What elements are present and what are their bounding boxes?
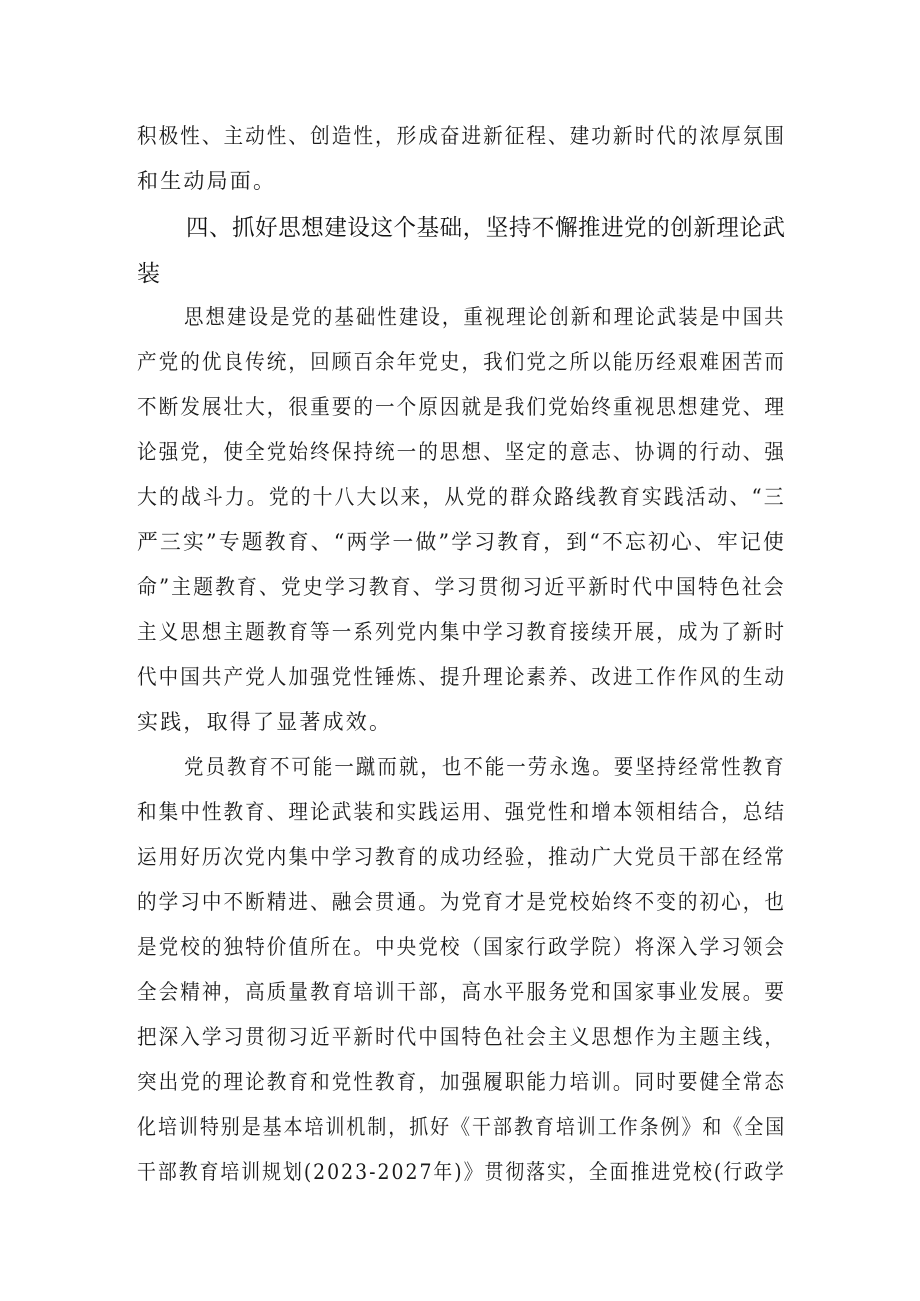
paragraph2-line: 干部教育培训规划(2023-2027年)》贯彻落实，全面推进党校(行政学 — [137, 1160, 786, 1184]
paragraph1-line: 命”主题教育、党史学习教育、学习贯彻习近平新时代中国特色社会 — [137, 575, 786, 599]
paragraph2-line: 化培训特别是基本培训机制，抓好《干部教育培训工作条例》和《全国 — [137, 1115, 787, 1139]
intro-line: 积极性、主动性、创造性，形成奋进新征程、建功新时代的浓厚氛围 — [137, 124, 786, 148]
paragraph1-line: 思想建设是党的基础性建设，重视理论创新和理论武装是中国共 — [184, 305, 786, 329]
paragraph1-line: 不断发展壮大，很重要的一个原因就是我们党始终重视思想建党、理 — [137, 395, 786, 419]
section-heading-line1: 四、抓好思想建设这个基础，坚持不懈推进党的创新理论武 — [186, 215, 786, 241]
paragraph1-line: 产党的优良传统，回顾百余年党史，我们党之所以能历经艰难困苦而 — [137, 350, 786, 374]
paragraph2-line: 把深入学习贯彻习近平新时代中国特色社会主义思想作为主题主线， — [137, 1025, 786, 1049]
paragraph2-line: 是党校的独特价值所在。中央党校（国家行政学院）将深入学习领会 — [137, 935, 786, 959]
paragraph2-line: 和集中性教育、理论武装和实践运用、强党性和增本领相结合，总结 — [137, 800, 786, 824]
paragraph1-line: 大的战斗力。党的十八大以来，从党的群众路线教育实践活动、“三 — [137, 485, 786, 509]
paragraph2-line: 突出党的理论教育和党性教育，加强履职能力培训。同时要健全常态 — [137, 1070, 786, 1094]
paragraph2-line: 党员教育不可能一蹴而就，也不能一劳永逸。要坚持经常性教育 — [184, 755, 786, 779]
paragraph1-line: 实践，取得了显著成效。 — [137, 710, 393, 734]
paragraph1-line: 严三实”专题教育、“两学一做”学习教育，到“不忘初心、牢记使 — [137, 530, 786, 554]
paragraph2-line: 的学习中不断精进、融会贯通。为党育才是党校始终不变的初心，也 — [137, 890, 786, 914]
paragraph2-line: 全会精神，高质量教育培训干部，高水平服务党和国家事业发展。要 — [137, 980, 786, 1004]
paragraph2-line: 运用好历次党内集中学习教育的成功经验，推动广大党员干部在经常 — [137, 845, 786, 869]
paragraph1-line: 论强党，使全党始终保持统一的思想、坚定的意志、协调的行动、强 — [137, 440, 786, 464]
paragraph1-line: 主义思想主题教育等一系列党内集中学习教育接续开展，成为了新时 — [137, 620, 786, 644]
section-heading-line2: 装 — [137, 261, 161, 287]
paragraph1-line: 代中国共产党人加强党性锤炼、提升理论素养、改进工作作风的生动 — [137, 665, 786, 689]
intro-line: 和生动局面。 — [137, 169, 277, 193]
